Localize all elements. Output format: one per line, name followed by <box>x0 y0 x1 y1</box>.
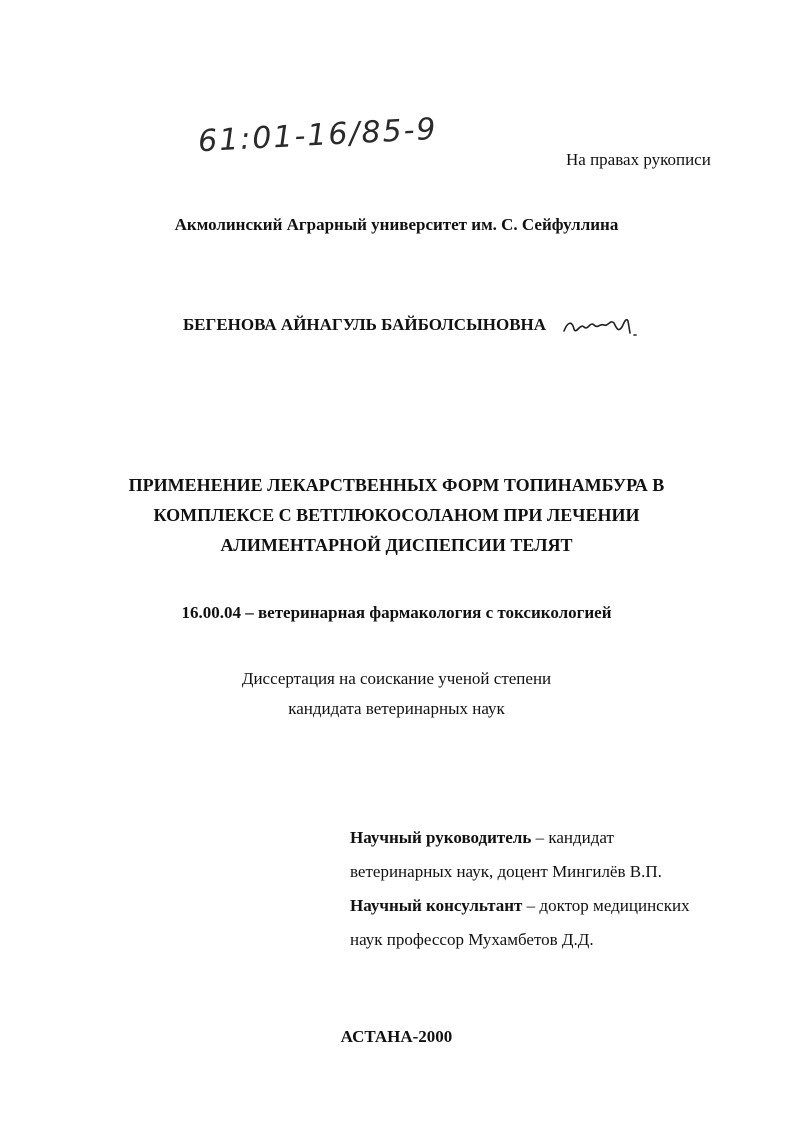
city-year: АСТАНА-2000 <box>340 1027 453 1046</box>
degree-line: кандидата ветеринарных наук <box>288 699 505 718</box>
title-line: АЛИМЕНТАРНОЙ ДИСПЕПСИИ ТЕЛЯТ <box>220 535 573 555</box>
supervisor-line-1 <box>350 821 750 855</box>
consultant-role: Научный консультант <box>350 896 523 915</box>
title-line: ПРИМЕНЕНИЕ ЛЕКАРСТВЕННЫХ ФОРМ ТОПИНАМБУРА В <box>128 475 665 495</box>
specialty-code: 16.00.04 – ветеринарная фармакология с токсикологией <box>181 603 612 622</box>
supervisors-block <box>350 821 750 957</box>
university-name: Акмолинский Аграрный университет им. С. Сейфуллина <box>174 215 619 234</box>
rights-note: На правах рукописи <box>566 150 711 169</box>
consultant-text: – доктор медицинских <box>522 896 690 915</box>
title-line: КОМПЛЕКСЕ С ВЕТГЛЮКОСОЛАНОМ ПРИ ЛЕЧЕНИИ <box>153 505 640 525</box>
signature-image <box>560 313 640 339</box>
supervisor-role: Научный руководитель <box>350 828 532 847</box>
archive-code-handwritten: 61:01-16/85-9 <box>197 111 439 160</box>
author-row <box>0 313 793 339</box>
consultant-line-2: наук профессор Мухамбетов Д.Д. <box>350 930 594 949</box>
consultant-line-1 <box>350 889 750 923</box>
degree-statement <box>0 664 793 724</box>
degree-line: Диссертация на соискание ученой степени <box>241 669 552 688</box>
supervisor-line-2: ветеринарных наук, доцент Мингилёв В.П. <box>350 862 662 881</box>
supervisor-text: – кандидат <box>531 828 614 847</box>
dissertation-title <box>60 470 733 560</box>
author-name: БЕГЕНОВА АЙНАГУЛЬ БАЙБОЛСЫНОВНА <box>182 314 547 334</box>
